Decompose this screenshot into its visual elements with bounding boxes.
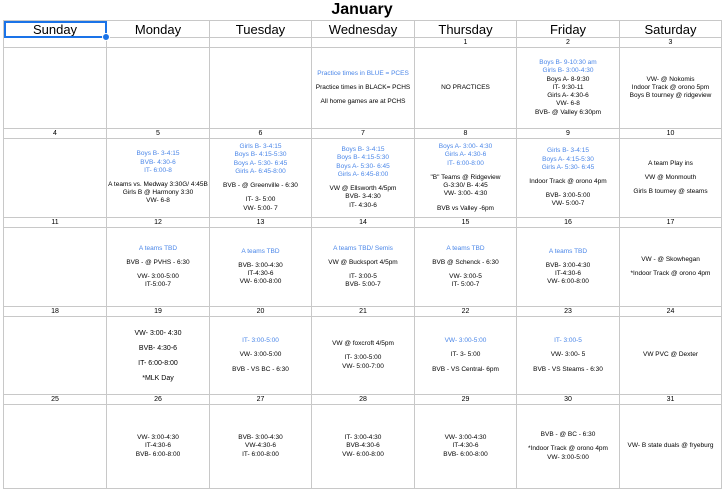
day-events-cell[interactable] (620, 139, 722, 218)
day-events-cell[interactable] (210, 48, 312, 129)
date-number-cell[interactable]: 16 (517, 218, 620, 228)
day-events-cell[interactable] (517, 139, 620, 218)
date-number-cell[interactable]: 11 (4, 218, 107, 228)
day-events-cell[interactable] (517, 228, 620, 307)
event-line: Boys B- 3-4:15 (341, 146, 385, 154)
event-line: VW-4:30-6 (245, 442, 276, 450)
event-line: IT- 3:00-5 (349, 273, 377, 280)
event-line: Girls B- 3-4:15 (239, 143, 282, 151)
date-number-cell[interactable] (107, 38, 210, 48)
event-line: IT-4:30-6 (247, 270, 274, 277)
date-number-cell[interactable]: 19 (107, 307, 210, 317)
date-number-row (4, 307, 722, 317)
day-events-cell[interactable] (415, 139, 517, 218)
event-line: IT- 4:30-6 (349, 201, 377, 209)
event-line: VW- 6-8 (146, 197, 170, 205)
day-events-cell[interactable] (312, 48, 415, 129)
weekday-friday[interactable]: Friday (517, 21, 620, 38)
date-number-cell[interactable]: 4 (4, 129, 107, 139)
event-line: IT-4:30-6 (144, 442, 171, 450)
day-events-cell[interactable] (107, 405, 210, 489)
event-line: IT- 3- 5:00 (245, 196, 276, 204)
day-events-cell[interactable] (4, 48, 107, 129)
day-events-cell[interactable] (415, 317, 517, 395)
event-line: *Indoor Track @ orono 4pm (630, 270, 711, 277)
event-line: Girls A- 6:45-8:00 (235, 167, 286, 175)
date-number-cell[interactable]: 13 (210, 218, 312, 228)
date-number-cell[interactable] (210, 38, 312, 48)
event-line: A teams TBD (138, 244, 178, 252)
weekday-wednesday[interactable]: Wednesday (312, 21, 415, 38)
event-line: A teams TBD (241, 247, 280, 255)
day-events-cell[interactable] (210, 405, 312, 489)
event-line: VW- 6:00-8:00 (547, 278, 589, 286)
event-line: VW @ Bucksport 4/5pm (328, 258, 398, 266)
event-line: *MLK Day (142, 374, 174, 382)
date-number-cell[interactable]: 1 (415, 38, 517, 48)
date-number-cell[interactable]: 8 (415, 129, 517, 139)
events-row (4, 405, 722, 489)
event-line: VW- 6:00-8:00 (239, 278, 282, 286)
date-number-cell[interactable]: 24 (620, 307, 722, 317)
day-events-cell[interactable] (620, 405, 722, 489)
date-number-cell[interactable]: 20 (210, 307, 312, 317)
event-line: BVB- 3:00-4:30 (238, 434, 283, 442)
event-line: A teams TBD (548, 247, 588, 255)
event-line: "B" Teams @ Ridgeview (430, 173, 501, 181)
day-events-cell[interactable] (4, 228, 107, 307)
event-line: BVB - VS Central- 6pm (432, 365, 499, 373)
event-line: BVB - @ BC - 6:30 (540, 431, 596, 439)
event-line: Girls B tourney @ steams (633, 188, 708, 196)
month-title: January (331, 1, 393, 18)
events-row (4, 139, 722, 218)
event-line: IT-4:30-6 (554, 270, 581, 277)
event-line: Girls A- 6:45-8:00 (337, 170, 389, 178)
date-number-cell[interactable] (312, 38, 415, 48)
event-line: BVB- 3:00-4:30 (238, 261, 283, 269)
event-line: VW- 3:00-5:00 (239, 351, 282, 359)
weekday-header-row (4, 21, 722, 38)
event-line: VW PVC @ Dexter (643, 351, 698, 359)
event-line: VW- 3:00-5:00 (444, 337, 487, 345)
date-number-row (4, 38, 722, 48)
day-events-cell[interactable] (312, 139, 415, 218)
event-line: Girls B @ Harmony 3:30 (122, 189, 194, 197)
event-line: VW @ Ellsworth 4/5pm (329, 185, 397, 193)
day-events-cell[interactable] (210, 228, 312, 307)
event-line: VW- 6-8 (556, 100, 580, 108)
event-line: Girls A- 4:30-6 (547, 92, 589, 100)
event-line: IT- 3:00-5 (554, 337, 582, 345)
event-line: VW- 3:00-5:00 (547, 453, 589, 461)
date-number-cell[interactable]: 28 (312, 395, 415, 405)
day-events-cell[interactable] (312, 228, 415, 307)
events-row (4, 228, 722, 307)
event-line: IT- 3:00-4:30 (344, 434, 382, 442)
day-events-cell[interactable] (517, 405, 620, 489)
event-line: Boys A- 3:00- 4:30 (438, 143, 493, 151)
day-events-cell[interactable] (415, 405, 517, 489)
event-line: BVB - @ PVHS - 6:30 (126, 258, 190, 266)
event-line: VW- 6:00-8:00 (342, 450, 384, 458)
event-line: BVB- 4:30-6 (140, 158, 176, 166)
events-row (4, 317, 722, 395)
event-line: VW- 5:00-7 (551, 200, 585, 208)
events-row (4, 48, 722, 129)
event-line: Boys A- 5:30- 6:45 (233, 159, 288, 167)
event-line: A teams vs. Medway 3:30G/ 4:45B (108, 181, 208, 188)
calendar-grid (3, 20, 722, 489)
event-line: VW- 3:00- 4:30 (134, 329, 182, 337)
event-line: BVB- 6:00-8:00 (443, 450, 488, 458)
event-line: Practice times in BLACK= PCHS (315, 83, 411, 91)
event-line: NO PRACTICES (441, 83, 490, 91)
date-number-cell[interactable] (4, 38, 107, 48)
day-events-cell[interactable] (107, 48, 210, 129)
date-number-cell[interactable]: 15 (415, 218, 517, 228)
day-events-cell[interactable] (517, 317, 620, 395)
event-line: IT-5:00-7 (144, 281, 171, 289)
date-number-cell[interactable]: 17 (620, 218, 722, 228)
day-events-cell[interactable] (312, 405, 415, 489)
day-events-cell[interactable] (107, 228, 210, 307)
event-line: VW- 3:00- 4:30 (443, 190, 488, 198)
event-line: VW- 3:00-5 (449, 273, 482, 280)
event-line: VW- @ Nokomis (646, 75, 695, 83)
day-events-cell[interactable] (210, 317, 312, 395)
event-line: All home games are at PCHS (320, 98, 406, 106)
event-line: IT- 3:00-5:00 (242, 337, 279, 345)
event-line: VW- 5:00-7:00 (342, 362, 384, 370)
event-line: IT- 6:00-8:00 (138, 359, 178, 367)
day-events-cell[interactable] (415, 48, 517, 129)
event-line: BVB- @ Valley 6:30pm (534, 108, 602, 116)
weekday-tuesday[interactable]: Tuesday (210, 21, 312, 38)
day-events-cell[interactable] (4, 317, 107, 395)
event-line: BVB- 5:00-7 (345, 281, 381, 289)
event-line: A team Play ins (648, 159, 693, 167)
event-line: Boys A- 4:15-5:30 (542, 155, 594, 163)
event-line: BVB- 3-4:30 (345, 193, 381, 201)
event-line: Girls A- 4:30-6 (444, 151, 487, 159)
date-number-cell[interactable]: 31 (620, 395, 722, 405)
event-line: Girls B- 3-4:15 (547, 147, 589, 155)
day-events-cell[interactable] (620, 48, 722, 129)
event-line: BVB-4:30-6 (346, 442, 380, 450)
event-line: A teams TBD (446, 244, 485, 252)
event-line: Boys B tourney @ ridgeview (629, 92, 712, 100)
event-line: Indoor Track @ orono 5pm (631, 83, 710, 91)
date-number-row (4, 218, 722, 228)
event-line: VW- 5:00- 7 (243, 204, 278, 212)
event-line: Boys B- 4:15-5:30 (234, 151, 287, 159)
event-line: BVB - @ Greenville - 6:30 (223, 182, 298, 190)
event-line: *Indoor Track @ orono 4pm (528, 445, 608, 453)
date-number-cell[interactable]: 12 (107, 218, 210, 228)
event-line: VW- 3:00-4:30 (137, 434, 179, 442)
event-line: IT- 9:30-11 (552, 83, 584, 91)
event-line: Girls B- 3:00-4:30 (542, 67, 594, 75)
event-line: BVB vs Valley -6pm (437, 204, 494, 212)
event-line: Boys B- 9-10:30 am (539, 59, 597, 67)
date-number-cell[interactable]: 27 (210, 395, 312, 405)
selection-fill-handle[interactable] (102, 33, 110, 41)
date-number-cell[interactable]: 3 (620, 38, 722, 48)
weekday-saturday[interactable]: Saturday (620, 21, 722, 38)
date-number-cell[interactable]: 18 (4, 307, 107, 317)
event-line: BVB- 6:00-8:00 (135, 450, 181, 458)
event-line: VW - @ Skowhegan (641, 255, 700, 263)
event-line: VW- 3:00-4:30 (444, 434, 487, 442)
event-line: VW- 3:00-5:00 (137, 273, 179, 280)
event-line: Boys B- 4:15-5:30 (336, 154, 390, 162)
date-number-row (4, 129, 722, 139)
event-line: BVB @ Schenck - 6:30 (432, 258, 499, 266)
date-number-cell[interactable]: 2 (517, 38, 620, 48)
date-number-row (4, 395, 722, 405)
event-line: VW @ foxcroft 4/5pm (332, 340, 394, 348)
event-line: IT- 5:00-7 (451, 281, 480, 289)
event-line: VW- 3:00- 5 (550, 351, 586, 359)
day-events-cell[interactable] (620, 317, 722, 395)
event-line: BVB- 3:00-4:30 (545, 261, 591, 269)
event-line: IT- 6:00-8 (144, 166, 172, 174)
event-line: BVB- 4:30-6 (138, 344, 178, 352)
date-number-cell[interactable]: 26 (107, 395, 210, 405)
weekday-monday[interactable]: Monday (107, 21, 210, 38)
event-line: VW @ Monmouth (644, 173, 697, 181)
day-events-cell[interactable] (517, 48, 620, 129)
day-events-cell[interactable] (4, 405, 107, 489)
day-events-cell[interactable] (107, 139, 210, 218)
event-line: VW- B state duals @ fryeburg (627, 442, 714, 450)
weekday-sunday[interactable]: Sunday (4, 21, 107, 38)
date-number-cell[interactable]: 7 (312, 129, 415, 139)
weekday-thursday[interactable]: Thursday (415, 21, 517, 38)
event-line: Boys A- 5:30- 6:45 (336, 162, 390, 170)
date-number-cell[interactable]: 5 (107, 129, 210, 139)
date-number-cell[interactable]: 29 (415, 395, 517, 405)
date-number-cell[interactable]: 10 (620, 129, 722, 139)
event-line: BVB - VS BC - 6:30 (232, 365, 289, 373)
day-events-cell[interactable] (4, 139, 107, 218)
event-line: A teams TBD/ Semis (333, 244, 393, 252)
day-events-cell[interactable] (620, 228, 722, 307)
event-line: IT- 6:00-8:00 (447, 159, 484, 167)
date-number-cell[interactable]: 6 (210, 129, 312, 139)
event-line: BVB- 3:00-5:00 (545, 192, 591, 200)
date-number-cell[interactable]: 9 (517, 129, 620, 139)
event-line: IT- 3:00-5:00 (344, 354, 382, 362)
date-number-cell[interactable]: 21 (312, 307, 415, 317)
event-line: Boys A- 8-9:30 (546, 75, 590, 83)
day-events-cell[interactable] (312, 317, 415, 395)
event-line: Practice times in BLUE = PCES (317, 69, 409, 77)
event-line: IT-4:30-6 (452, 442, 479, 450)
date-number-cell[interactable]: 14 (312, 218, 415, 228)
event-line: IT- 6:00-8:00 (242, 450, 279, 458)
day-events-cell[interactable] (107, 317, 210, 395)
date-number-cell[interactable]: 22 (415, 307, 517, 317)
date-number-cell[interactable]: 23 (517, 307, 620, 317)
event-line: G-3:30/ B- 4:45 (443, 182, 488, 190)
event-line: IT- 3- 5:00 (450, 351, 481, 359)
day-events-cell[interactable] (210, 139, 312, 218)
day-events-cell[interactable] (415, 228, 517, 307)
date-number-cell[interactable]: 30 (517, 395, 620, 405)
event-line: Girls A- 5:30- 6:45 (541, 163, 595, 171)
event-line: BVB - VS Steams - 6:30 (533, 365, 603, 373)
event-line: Boys B- 3-4:15 (136, 150, 180, 158)
date-number-cell[interactable]: 25 (4, 395, 107, 405)
event-line: Indoor Track @ orono 4pm (529, 178, 607, 185)
